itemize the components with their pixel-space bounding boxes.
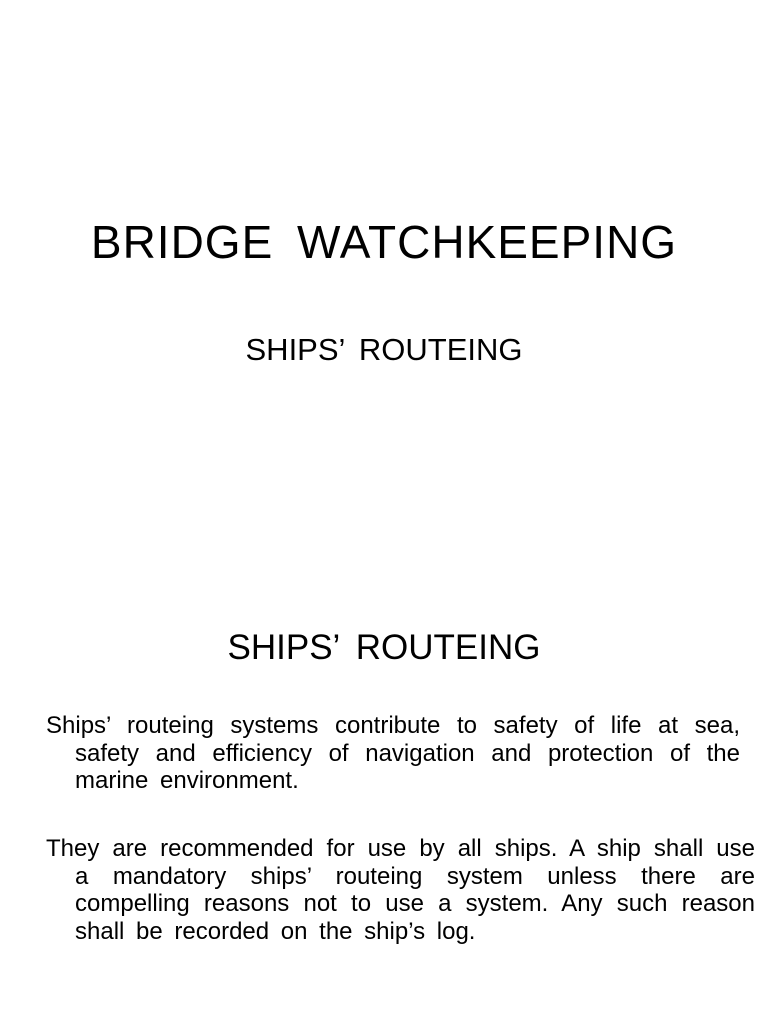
page-subtitle: SHIPS’ ROUTEING [245,332,523,367]
page-title: BRIDGE WATCHKEEPING [90,216,678,268]
content-slide [0,512,768,1024]
paragraph-routeing-purpose: Ships’ routeing systems contribute to safety of life at sea, safety and efficiency of navigation and protection of the marine environment. [46,712,740,794]
slide-heading: SHIPS’ ROUTEING [227,628,541,667]
paragraph-routeing-use: They are recommended for use by all ships. A ship shall use a mandatory ships’ routeing system unless there are compelling reasons not to use a system. Any such reason shall be recorded on the ship’s log. [46,835,755,945]
